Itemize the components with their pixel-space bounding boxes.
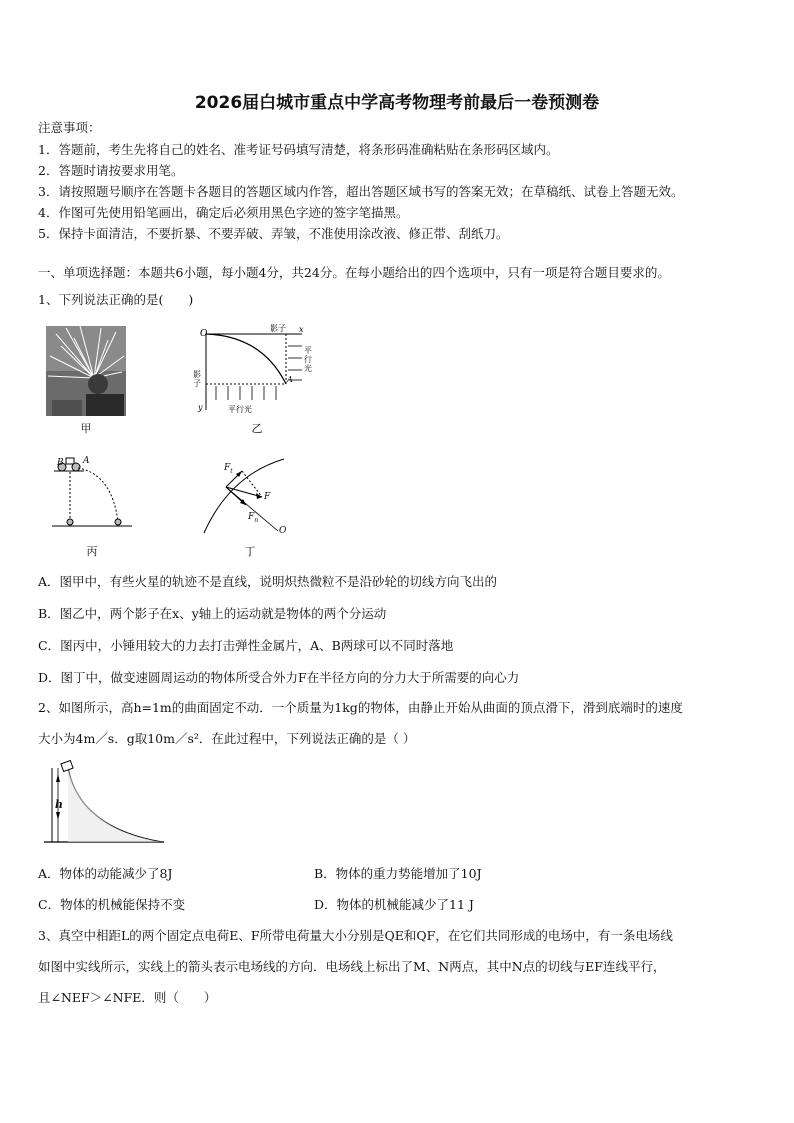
section-heading: 一、单项选择题：本题共6小题，每小题4分，共24分。在每小题给出的四个选项中，只有一项是符合题目要求的。 [38, 265, 670, 280]
yi-parallel-right: 平行光 [304, 346, 312, 373]
ding-Ft-sub: t [230, 467, 233, 475]
yi-label-O: O [200, 329, 208, 339]
q2-option-d: D．物体的机械能减少了11 J [314, 897, 474, 912]
bing-label-B: B [57, 458, 64, 468]
figure-ding-caption: 丁 [244, 545, 256, 558]
figure-jia-photo [46, 326, 126, 416]
figure-bing-caption: 丙 [86, 545, 98, 558]
q2-stem-line2: 大小为4m／s．g取10m／s²．在此过程中，下列说法正确的是（ ） [38, 731, 416, 746]
yi-label-y: y [198, 403, 203, 412]
q1-option-c: C．图丙中，小锤用较大的力去打击弹性金属片，A、B两球可以不同时落地 [38, 638, 454, 653]
yi-parallel-bottom: 平行光 [228, 405, 252, 414]
question-1-stem: 1、下列说法正确的是( ) [38, 292, 194, 307]
q2-option-c: C．物体的机械能保持不变 [38, 897, 186, 912]
yi-shadow-top: 影子 [270, 324, 286, 333]
q3-line3: 且∠NEF＞∠NFE．则（ ） [38, 990, 217, 1005]
q3-line1: 3、真空中相距L的两个固定点电荷E、F所带电荷量大小分别是QE和QF，在它们共同形成的电场中，有一条电场线 [38, 928, 673, 943]
yi-shadow-left: 影子 [193, 370, 201, 388]
note-item: 5．保持卡面清洁，不要折暴、不要弄破、弄皱，不准使用涂改液、修正带、刮纸刀。 [38, 226, 509, 241]
notes-heading: 注意事项： [38, 120, 101, 135]
ding-Fn-sub: n [254, 516, 259, 524]
q2-option-b: B．物体的重力势能增加了10J [314, 866, 482, 881]
note-item: 4．作图可先使用铅笔画出，确定后必须用黑色字迹的签字笔描黑。 [38, 205, 409, 220]
bing-label-A: A [83, 456, 90, 466]
figure-yi-caption: 乙 [251, 422, 263, 435]
ding-Fn-main: F [248, 512, 255, 522]
note-item: 1．答题前，考生先将自己的姓名、准考证号码填写清楚，将条形码准确粘贴在条形码区域内。 [38, 142, 559, 157]
note-item: 3．请按照题号顺序在答题卡各题目的答题区域内作答，超出答题区域书写的答案无效；在草稿纸、试卷上答题无效。 [38, 184, 684, 199]
ding-label-Ft [224, 463, 233, 475]
figure-jia-caption: 甲 [80, 422, 92, 435]
q1-option-b: B．图乙中，两个影子在x、y轴上的运动就是物体的两个分运动 [38, 606, 387, 621]
q1-option-d: D．图丁中，做变速圆周运动的物体所受合外力F在半径方向的分力大于所需要的向心力 [38, 670, 520, 685]
q2-option-a: A．物体的动能减少了8J [38, 866, 173, 881]
figure-ding-diagram [200, 455, 300, 537]
ding-Ft-main: F [224, 463, 231, 473]
ding-label-Fn [248, 512, 258, 524]
ding-label-F: F [264, 492, 271, 502]
q1-option-a: A．图甲中，有些火星的轨迹不是直线，说明炽热微粒不是沿砂轮的切线方向飞出的 [38, 574, 498, 589]
figure-yi-diagram [192, 322, 322, 414]
q2-stem-line1: 2、如图所示，高h=1m的曲面固定不动．一个质量为1kg的物体，由静止开始从曲面的顶点滑下，滑到底端时的速度 [38, 700, 683, 715]
q3-line2: 如图中实线所示，实线上的箭头表示电场线的方向．电场线上标出了M、N两点，其中N点的切线与EF连线平行， [38, 959, 666, 974]
page-title: 2026届白城市重点中学高考物理考前最后一卷预测卷 [194, 93, 600, 113]
yi-label-A: A [287, 375, 293, 384]
yi-label-x: x [299, 325, 304, 334]
figure-bing-diagram [52, 452, 132, 530]
note-item: 2．答题时请按要求用笔。 [38, 163, 184, 178]
ding-label-O: O [279, 526, 287, 536]
q2-label-h: h [55, 798, 63, 811]
